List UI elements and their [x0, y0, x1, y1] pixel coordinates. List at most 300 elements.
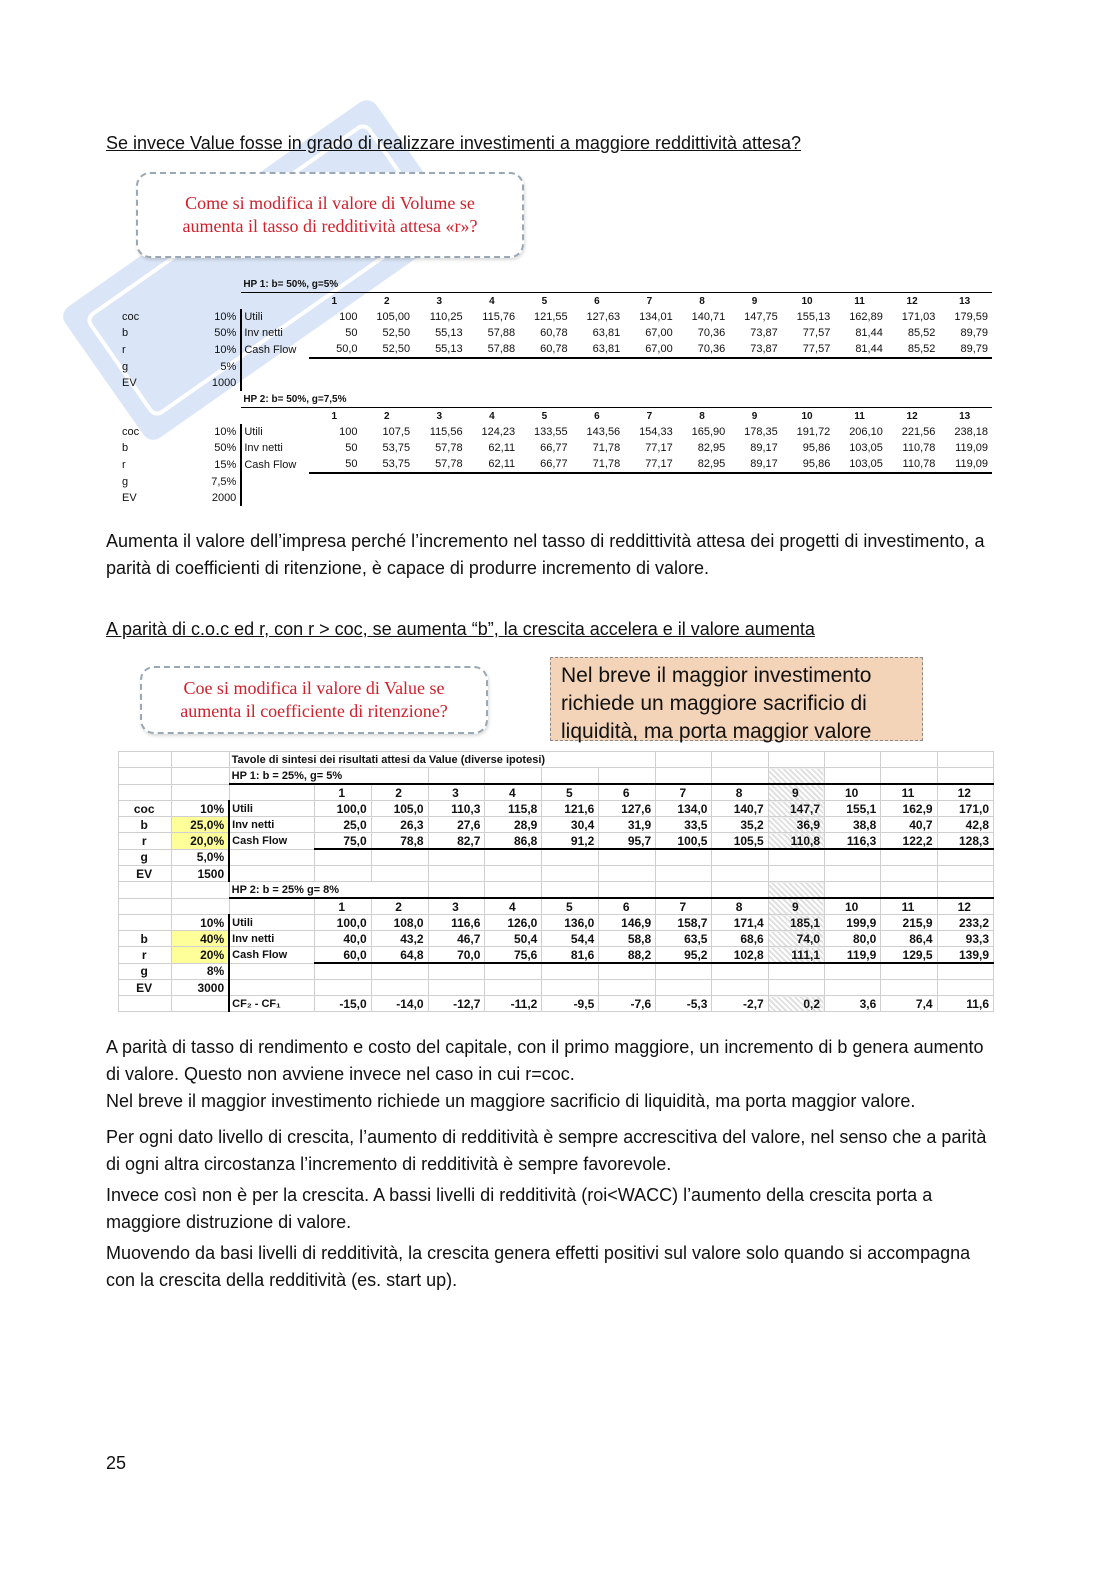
param-label — [119, 915, 172, 931]
data-cell: 31,9 — [599, 817, 656, 833]
note-box: Nel breve il maggior investimento richiede un maggiore sacrificio di liquidità, ma porta maggior valore — [550, 657, 923, 741]
year-header: 3 — [414, 408, 467, 425]
data-cell: 57,88 — [487, 327, 516, 339]
data-cell: 70,36 — [677, 341, 730, 358]
diff-cell: 3,6 — [825, 996, 881, 1012]
data-cell: 110,3 — [428, 801, 485, 817]
data-cell: 233,2 — [937, 915, 993, 931]
data-cell: 95,86 — [802, 442, 831, 454]
param-label: b — [122, 327, 129, 339]
empty-cell — [937, 768, 993, 785]
year-header: 10 — [782, 408, 835, 425]
empty-cell — [599, 882, 656, 899]
param-label: r — [119, 833, 172, 850]
empty-cell — [542, 963, 599, 980]
year-header: 11 — [881, 898, 937, 915]
hypothesis-title-row — [119, 768, 994, 785]
data-cell: 103,05 — [849, 442, 883, 454]
empty-cell — [120, 391, 209, 408]
empty-cell — [825, 752, 881, 768]
param-label: EV — [122, 492, 137, 504]
data-cell: 143,56 — [586, 426, 621, 438]
year-header: 4 — [485, 898, 542, 915]
data-cell: 155,1 — [825, 801, 881, 817]
empty-cell — [229, 866, 314, 882]
hypothesis-title: HP 1: b= 50%, g=5% — [243, 278, 339, 290]
param-value: 20,0% — [172, 833, 229, 850]
table-row — [120, 309, 992, 325]
param-label: r — [119, 947, 172, 964]
param-label: b — [119, 931, 172, 947]
empty-cell — [881, 866, 937, 882]
data-cell: 127,63 — [586, 311, 621, 323]
data-cell: 43,2 — [371, 931, 428, 947]
data-cell: 238,18 — [954, 426, 988, 438]
table-row — [119, 866, 994, 882]
empty-cell — [881, 882, 937, 899]
table-row — [119, 801, 994, 817]
empty-cell — [881, 849, 937, 866]
param-label: coc — [122, 311, 140, 323]
data-cell: 36,9 — [768, 817, 824, 833]
empty-cell — [599, 768, 656, 785]
data-cell: 171,03 — [901, 311, 936, 323]
empty-cell — [119, 784, 172, 801]
table-row — [120, 440, 992, 456]
year-header: 2 — [362, 408, 415, 425]
data-cell: 110,78 — [887, 456, 940, 473]
empty-cell — [428, 849, 485, 866]
year-header: 1 — [314, 898, 371, 915]
callout-question-r — [136, 172, 524, 258]
data-cell: 82,95 — [697, 442, 726, 454]
empty-cell — [656, 752, 712, 768]
empty-cell — [937, 866, 993, 882]
row-label: Utili — [229, 915, 314, 931]
data-cell: 100 — [339, 311, 358, 323]
year-header: 3 — [414, 293, 467, 310]
empty-cell — [825, 849, 881, 866]
data-cell: 70,36 — [697, 327, 726, 339]
param-value: 40% — [172, 931, 229, 947]
param-label: r — [122, 458, 126, 471]
param-value: 10% — [172, 801, 229, 817]
hypothesis-title-row — [119, 882, 994, 899]
data-cell: 110,25 — [429, 311, 463, 323]
data-cell: 78,8 — [371, 833, 428, 850]
table-row — [119, 849, 994, 866]
year-header: 12 — [887, 408, 940, 425]
empty-cell — [371, 963, 428, 980]
empty-cell — [937, 980, 993, 996]
data-cell: 95,7 — [599, 833, 656, 850]
data-cell: 89,79 — [960, 327, 988, 339]
data-cell: 71,78 — [592, 442, 621, 454]
data-cell: 73,87 — [750, 327, 778, 339]
data-cell: 81,44 — [834, 341, 887, 358]
data-cell: 116,6 — [428, 915, 485, 931]
data-cell: 178,35 — [744, 426, 778, 438]
data-cell: 139,9 — [937, 947, 993, 964]
data-cell: 52,50 — [382, 327, 411, 339]
hypothesis-title: HP 1: b = 25%, g= 5% — [229, 768, 428, 785]
callout-question-b — [140, 666, 488, 734]
empty-cell — [172, 768, 229, 785]
data-cell: 67,00 — [624, 341, 677, 358]
param-label: g — [122, 360, 129, 373]
data-cell: 67,00 — [645, 327, 673, 339]
empty-cell — [485, 768, 542, 785]
empty-cell — [229, 898, 314, 915]
empty-cell — [542, 849, 599, 866]
table-row — [119, 980, 994, 996]
data-cell: 50 — [345, 442, 358, 454]
data-cell: 64,8 — [371, 947, 428, 964]
empty-cell — [881, 768, 937, 785]
param-value: 10% — [209, 424, 241, 440]
data-cell: 119,9 — [825, 947, 881, 964]
param-value: 10% — [209, 341, 241, 358]
diff-cell: -5,3 — [656, 996, 712, 1012]
year-header: 7 — [624, 293, 677, 310]
row-label: Utili — [244, 426, 263, 438]
table-row — [120, 325, 992, 341]
empty-cell — [712, 849, 768, 866]
data-cell: 134,0 — [656, 801, 712, 817]
param-value: 8% — [172, 963, 229, 980]
data-cell: 147,7 — [768, 801, 824, 817]
empty-cell — [119, 898, 172, 915]
year-header: 9 — [729, 408, 782, 425]
empty-cell — [428, 980, 485, 996]
data-cell: 53,75 — [382, 442, 411, 454]
empty-cell — [241, 490, 992, 506]
year-header: 11 — [834, 408, 887, 425]
data-cell: 50,4 — [485, 931, 542, 947]
data-cell: 140,71 — [691, 311, 726, 323]
data-cell: 133,55 — [534, 426, 568, 438]
data-cell: 162,9 — [881, 801, 937, 817]
empty-cell — [428, 963, 485, 980]
row-label: Cash Flow — [229, 947, 314, 964]
data-cell: 162,89 — [849, 311, 883, 323]
table-row — [119, 833, 994, 850]
empty-cell — [542, 768, 599, 785]
table-title: Tavole di sintesi dei risultati attesi da Value (diverse ipotesi) — [229, 752, 656, 768]
data-cell: 40,7 — [881, 817, 937, 833]
table-row — [120, 456, 992, 473]
data-cell: 116,3 — [825, 833, 881, 850]
year-header: 10 — [782, 293, 835, 310]
table-row — [119, 963, 994, 980]
hypothesis-title: HP 2: b = 25% g= 8% — [229, 882, 428, 899]
data-cell: 89,17 — [729, 456, 782, 473]
empty-cell — [428, 866, 485, 882]
data-cell: 80,0 — [825, 931, 881, 947]
empty-cell — [229, 784, 314, 801]
row-label: Utili — [244, 311, 263, 323]
data-cell: 140,7 — [712, 801, 768, 817]
paragraphs-conclusion — [106, 1034, 996, 1294]
empty-cell — [599, 963, 656, 980]
data-cell: 147,75 — [744, 311, 778, 323]
empty-cell — [229, 980, 314, 996]
data-cell: 129,5 — [881, 947, 937, 964]
empty-cell — [119, 996, 172, 1012]
empty-cell — [119, 752, 172, 768]
year-header: 8 — [677, 408, 730, 425]
data-cell: 82,95 — [677, 456, 730, 473]
data-cell: 191,72 — [796, 426, 831, 438]
empty-cell — [172, 752, 229, 768]
paragraph-text: A parità di tasso di rendimento e costo del capitale, con il primo maggiore, un incremento di b genera aumento di valore. Questo non avviene invece nel caso in cui r=coc. — [106, 1037, 984, 1084]
empty-cell — [656, 768, 712, 785]
data-cell: 111,1 — [768, 947, 824, 964]
data-cell: 154,33 — [639, 426, 673, 438]
year-header: 4 — [467, 293, 520, 310]
data-cell: 33,5 — [656, 817, 712, 833]
empty-cell — [314, 963, 371, 980]
data-cell: 171,0 — [937, 801, 993, 817]
data-cell: 119,09 — [955, 442, 988, 454]
param-label: g — [119, 963, 172, 980]
empty-cell — [485, 866, 542, 882]
diff-label: CF₂ - CF₁ — [229, 996, 314, 1012]
param-label: b — [119, 817, 172, 833]
data-cell: 105,00 — [376, 311, 411, 323]
param-value: 5,0% — [172, 849, 229, 866]
data-cell: 35,2 — [712, 817, 768, 833]
data-cell: 60,78 — [540, 327, 568, 339]
empty-cell — [825, 882, 881, 899]
data-cell: 27,6 — [428, 817, 485, 833]
callout-line: aumenta il tasso di redditività attesa «r»? — [182, 216, 478, 236]
data-cell: 26,3 — [371, 817, 428, 833]
data-cell: 75,0 — [314, 833, 371, 850]
year-header: 6 — [572, 408, 625, 425]
empty-cell — [485, 849, 542, 866]
year-header: 12 — [887, 293, 940, 310]
data-cell: 122,2 — [881, 833, 937, 850]
param-value: 50% — [209, 325, 241, 341]
year-header: 1 — [314, 784, 371, 801]
year-header: 11 — [834, 293, 887, 310]
data-cell: 77,57 — [802, 327, 831, 339]
diff-cell: -15,0 — [314, 996, 371, 1012]
table-row — [120, 424, 992, 440]
data-cell: 77,17 — [645, 442, 673, 454]
year-header: 7 — [656, 898, 712, 915]
empty-cell — [371, 980, 428, 996]
data-cell: 85,52 — [907, 327, 936, 339]
empty-cell — [241, 408, 309, 425]
empty-cell — [712, 882, 768, 899]
empty-cell — [120, 293, 209, 310]
year-header: 11 — [881, 784, 937, 801]
empty-cell — [209, 408, 241, 425]
section-heading-1: Se invece Value fosse in grado di realizzare investimenti a maggiore reddittività attesa? — [106, 133, 802, 153]
diff-cell: 7,4 — [881, 996, 937, 1012]
param-label: EV — [119, 866, 172, 882]
data-cell: 102,8 — [712, 947, 768, 964]
table-row — [120, 473, 992, 490]
empty-cell — [119, 882, 172, 899]
callout-line: Come si modifica il valore di Volume se — [185, 193, 475, 213]
hypothesis-title: HP 2: b= 50%, g=7,5% — [243, 393, 347, 405]
empty-cell — [768, 882, 824, 899]
data-cell: 30,4 — [542, 817, 599, 833]
data-cell: 105,0 — [371, 801, 428, 817]
data-cell: 185,1 — [768, 915, 824, 931]
data-cell: 66,77 — [519, 456, 572, 473]
empty-cell — [599, 866, 656, 882]
data-cell: 115,56 — [429, 426, 463, 438]
empty-cell — [314, 980, 371, 996]
year-header: 5 — [542, 898, 599, 915]
data-cell: 55,13 — [435, 327, 463, 339]
param-label: b — [122, 442, 129, 454]
data-cell: 179,59 — [954, 311, 988, 323]
empty-cell — [881, 752, 937, 768]
data-cell: 68,6 — [712, 931, 768, 947]
param-value: 15% — [209, 456, 241, 473]
empty-cell — [485, 963, 542, 980]
diff-cell: -7,6 — [599, 996, 656, 1012]
section-heading-2: A parità di c.o.c ed r, con r > coc, se aumenta “b”, la crescita accelera e il valore aumenta — [106, 619, 815, 639]
row-label: Cash Flow — [229, 833, 314, 850]
data-cell: 126,0 — [485, 915, 542, 931]
data-cell: 63,81 — [572, 341, 625, 358]
year-header: 12 — [937, 784, 993, 801]
data-cell: 86,4 — [881, 931, 937, 947]
data-cell: 75,6 — [485, 947, 542, 964]
data-cell: 105,5 — [712, 833, 768, 850]
empty-cell — [120, 276, 209, 293]
param-value: 7,5% — [209, 473, 241, 490]
table-row — [119, 817, 994, 833]
empty-cell — [599, 980, 656, 996]
empty-cell — [119, 768, 172, 785]
data-cell: 77,57 — [782, 341, 835, 358]
empty-cell — [768, 980, 824, 996]
year-header: 5 — [542, 784, 599, 801]
empty-cell — [768, 963, 824, 980]
empty-cell — [768, 849, 824, 866]
data-cell: 85,52 — [887, 341, 940, 358]
data-cell: 73,87 — [729, 341, 782, 358]
row-label: Inv netti — [244, 327, 283, 339]
data-cell: 95,86 — [782, 456, 835, 473]
empty-cell — [542, 882, 599, 899]
empty-cell — [712, 768, 768, 785]
data-cell: 93,3 — [937, 931, 993, 947]
data-cell: 110,8 — [768, 833, 824, 850]
data-cell: 71,78 — [572, 456, 625, 473]
year-header: 10 — [825, 784, 881, 801]
data-cell: 81,44 — [855, 327, 883, 339]
param-value: 2000 — [209, 490, 241, 506]
year-header: 7 — [656, 784, 712, 801]
callout-line: Coe si modifica il valore di Value se — [183, 678, 445, 698]
table-row — [119, 931, 994, 947]
empty-cell — [314, 849, 371, 866]
data-cell: 115,76 — [482, 311, 516, 323]
param-label: coc — [122, 426, 140, 438]
year-header: 8 — [712, 784, 768, 801]
empty-cell — [599, 849, 656, 866]
data-cell: 66,77 — [540, 442, 568, 454]
data-cell: 115,8 — [485, 801, 542, 817]
year-header: 7 — [624, 408, 677, 425]
empty-cell — [768, 752, 824, 768]
year-header-row — [120, 408, 992, 425]
empty-cell — [241, 375, 992, 391]
param-value: 1500 — [172, 866, 229, 882]
data-cell: 221,56 — [901, 426, 936, 438]
empty-cell — [542, 866, 599, 882]
empty-cell — [241, 358, 992, 375]
empty-cell — [371, 866, 428, 882]
year-header: 13 — [939, 408, 992, 425]
table-row — [120, 341, 992, 358]
year-header: 9 — [768, 898, 824, 915]
data-cell: 100,0 — [314, 801, 371, 817]
data-cell: 57,78 — [435, 442, 463, 454]
year-header-row — [119, 898, 994, 915]
year-header: 8 — [712, 898, 768, 915]
data-cell: 215,9 — [881, 915, 937, 931]
data-cell: 95,2 — [656, 947, 712, 964]
data-cell: 50,0 — [309, 341, 362, 358]
data-cell: 38,8 — [825, 817, 881, 833]
table-title-row — [120, 276, 992, 293]
year-header: 1 — [309, 293, 362, 310]
data-cell: 62,11 — [467, 456, 520, 473]
data-cell: 119,09 — [939, 456, 992, 473]
param-value: 1000 — [209, 375, 241, 391]
table-row — [120, 490, 992, 506]
empty-cell — [485, 882, 542, 899]
param-value: 20% — [172, 947, 229, 964]
diff-cell: -12,7 — [428, 996, 485, 1012]
empty-cell — [485, 980, 542, 996]
empty-cell — [881, 980, 937, 996]
year-header-row — [120, 293, 992, 310]
paragraph-text: Per ogni dato livello di crescita, l’aumento di redditività è sempre accrescitiva del valore, nel senso che a parità di ogni altra circostanza l’incremento di redditività è sempre favorevole. — [106, 1127, 987, 1174]
empty-cell — [656, 866, 712, 882]
empty-cell — [209, 293, 241, 310]
empty-cell — [712, 752, 768, 768]
data-cell: 100 — [339, 426, 358, 438]
param-label: r — [122, 343, 126, 356]
data-cell: 127,6 — [599, 801, 656, 817]
row-label: Inv netti — [229, 931, 314, 947]
year-header: 5 — [519, 408, 572, 425]
empty-cell — [656, 963, 712, 980]
row-label: Inv netti — [244, 442, 283, 454]
data-cell: 146,9 — [599, 915, 656, 931]
empty-cell — [120, 408, 209, 425]
data-cell: 86,8 — [485, 833, 542, 850]
data-cell: 57,88 — [467, 341, 520, 358]
data-cell: 50 — [309, 456, 362, 473]
empty-cell — [656, 882, 712, 899]
empty-cell — [542, 980, 599, 996]
data-cell: 50 — [345, 327, 358, 339]
data-cell: 134,01 — [639, 311, 673, 323]
param-label: EV — [119, 980, 172, 996]
empty-cell — [172, 882, 229, 899]
